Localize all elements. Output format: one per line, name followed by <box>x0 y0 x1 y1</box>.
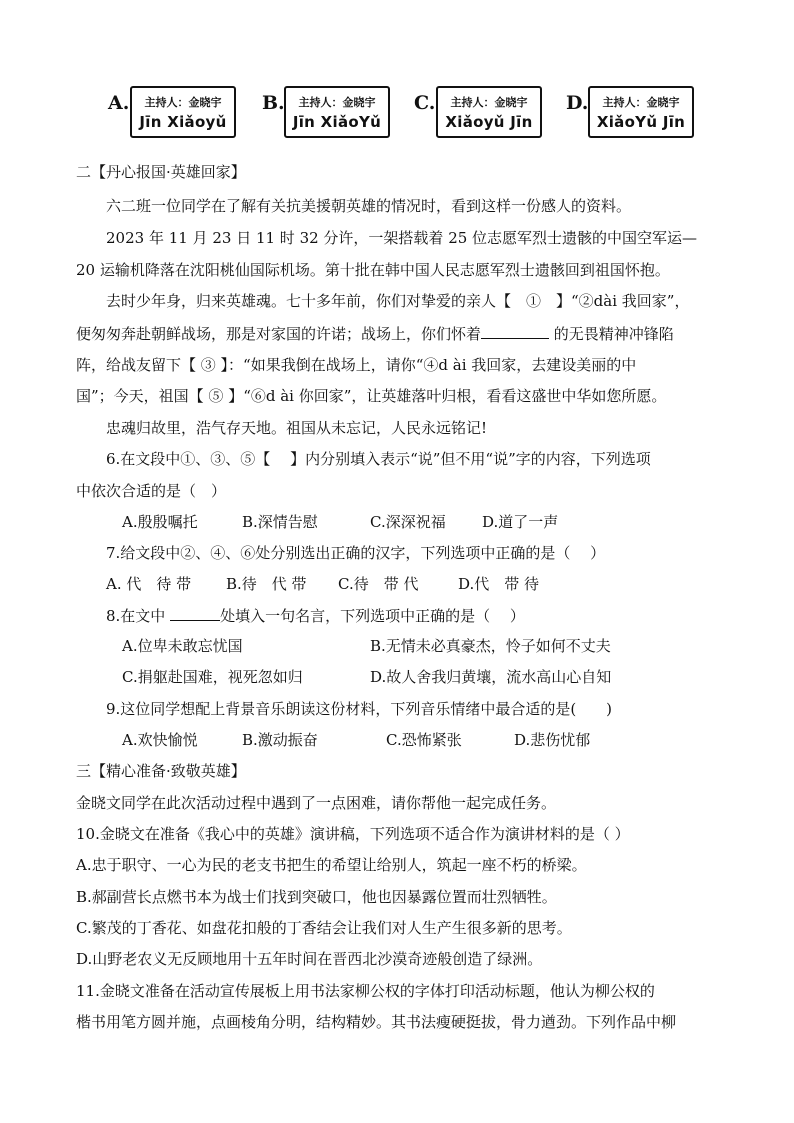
name-card <box>130 86 236 138</box>
question-7-options <box>76 574 721 594</box>
question-text: 8.在文中 <box>106 607 166 625</box>
question-6: 6.在文段中①、③、⑤【 】内分别填入表示“说”但不用“说”字的内容，下列选项 <box>106 450 651 468</box>
answer-option[interactable]: A.殷殷嘱托 <box>122 513 198 531</box>
option-letter: A. <box>108 92 130 114</box>
answer-option[interactable]: D.故人舍我归黄壤，流水高山心自知 <box>370 668 612 686</box>
card-pinyin-name: Jīn XiǎoYǔ <box>292 113 382 131</box>
paragraph-line <box>76 323 674 343</box>
paragraph-intro: 六二班一位同学在了解有关抗美援朝英雄的情况时，看到这样一份感人的资料。 <box>106 197 632 215</box>
answer-option[interactable]: C.深深祝福 <box>370 513 446 531</box>
answer-option[interactable]: D.代 带 待 <box>458 575 540 593</box>
question-8 <box>76 605 525 625</box>
paragraph-line: 去时少年身，归来英雄魂。七十多年前，你们对挚爱的亲人【 ① 】“②dài 我回家”， <box>106 292 690 310</box>
question-10: 10.金晓文在准备《我心中的英雄》演讲稿，下列选项不适合作为演讲材料的是（ ） <box>76 825 630 843</box>
card-pinyin-name: Jīn Xiǎoyǔ <box>139 113 227 131</box>
answer-option[interactable]: B.激动振奋 <box>242 731 318 749</box>
question-11-cont: 楷书用笔方圆并施，点画棱角分明，结构精妙。其书法瘦硬挺拔，骨力遒劲。下列作品中柳 <box>76 1013 677 1031</box>
paragraph-text: 便匆匆奔赴朝鲜战场，那是对家国的许诺；战场上，你们怀着 <box>76 325 482 343</box>
fill-blank[interactable] <box>481 323 549 339</box>
answer-option[interactable]: B.深情告慰 <box>242 513 318 531</box>
question-9: 9.这位同学想配上背景音乐朗读这份材料，下列音乐情绪中最合适的是( ) <box>106 700 613 718</box>
answer-option[interactable]: A.欢快愉悦 <box>122 731 198 749</box>
answer-option[interactable]: C.繁茂的丁香花、如盘花扣般的丁香结会让我们对人生产生很多新的思考。 <box>76 919 572 937</box>
answer-option[interactable]: C.恐怖紧张 <box>386 731 462 749</box>
answer-option[interactable]: A.位卑未敢忘忧国 <box>122 637 243 655</box>
question-text: 处填入一句名言，下列选项中正确的是（ ） <box>220 607 525 625</box>
paragraph-line: 20 运输机降落在沈阳桃仙国际机场。第十批在韩中国人民志愿军烈士遗骸回到祖国怀抱。 <box>76 261 670 279</box>
fill-blank[interactable] <box>170 605 220 621</box>
answer-option[interactable]: B.无情未必真豪杰，怜子如何不丈夫 <box>370 637 611 655</box>
question-8-options-row1 <box>76 636 721 656</box>
question-11: 11.金晓文准备在活动宣传展板上用书法家柳公权的字体打印活动标题，他认为柳公权的 <box>76 982 655 1000</box>
question-9-options <box>76 730 721 750</box>
name-card <box>284 86 390 138</box>
answer-option[interactable]: D.山野老农义无反顾地用十五年时间在晋西北沙漠奇迹般创造了绿洲。 <box>76 950 543 968</box>
answer-option[interactable]: B.待 代 带 <box>226 575 307 593</box>
answer-option[interactable]: D.道了一声 <box>482 513 559 531</box>
question-6-options <box>76 512 721 532</box>
card-host-label: 主持人：金晓宇 <box>298 96 376 109</box>
paragraph-intro: 金晓文同学在此次活动过程中遇到了一点困难，请你帮他一起完成任务。 <box>76 794 557 812</box>
option-letter: C. <box>414 92 436 114</box>
name-card-options <box>108 82 708 142</box>
card-host-label: 主持人：金晓宇 <box>144 96 222 109</box>
paragraph-line: 2023 年 11 月 23 日 11 时 32 分许，一架搭载着 25 位志愿军烈士遗骸的中国空军运— <box>106 229 698 247</box>
paragraph-line: 忠魂归故里，浩气存天地。祖国从未忘记，人民永远铭记! <box>106 419 488 437</box>
answer-option[interactable]: A. 代 待 带 <box>106 575 192 593</box>
option-letter: B. <box>262 92 285 114</box>
paragraph-line: 国”；今天，祖国【 ⑤ 】“⑥d ài 你回家”，让英雄落叶归根，看看这盛世中华如您所愿。 <box>76 387 667 405</box>
question-6-cont: 中依次合适的是（ ） <box>76 482 227 500</box>
card-host-label: 主持人：金晓宇 <box>450 96 528 109</box>
section-heading: 三【精心准备·致敬英雄】 <box>76 762 246 780</box>
card-pinyin-name: XiǎoYǔ Jīn <box>596 113 686 131</box>
answer-option[interactable]: A.忠于职守、一心为民的老支书把生的希望让给别人，筑起一座不朽的桥梁。 <box>76 856 587 874</box>
answer-option[interactable]: B.郝副营长点燃书本为战士们找到突破口，他也因暴露位置而壮烈牺牲。 <box>76 888 557 906</box>
answer-option[interactable]: D.悲伤忧郁 <box>514 731 591 749</box>
paragraph-text: 的无畏精神冲锋陷 <box>553 325 674 343</box>
question-8-options-row2 <box>76 667 721 687</box>
option-letter: D. <box>566 92 589 114</box>
answer-option[interactable]: C.捐躯赴国难，视死忽如归 <box>122 668 303 686</box>
section-heading: 二【丹心报国·英雄回家】 <box>76 163 246 181</box>
card-pinyin-name: Xiǎoyǔ Jīn <box>445 113 533 131</box>
name-card <box>436 86 542 138</box>
question-7: 7.给文段中②、④、⑥处分别选出正确的汉字，下列选项中正确的是（ ） <box>106 544 606 562</box>
answer-option[interactable]: C.待 带 代 <box>338 575 419 593</box>
paragraph-line: 阵，给战友留下【 ③ 】：“如果我倒在战场上，请你“④d ài 我回家，去建设美丽的中 <box>76 356 637 374</box>
name-card <box>588 86 694 138</box>
card-host-label: 主持人：金晓宇 <box>602 96 680 109</box>
